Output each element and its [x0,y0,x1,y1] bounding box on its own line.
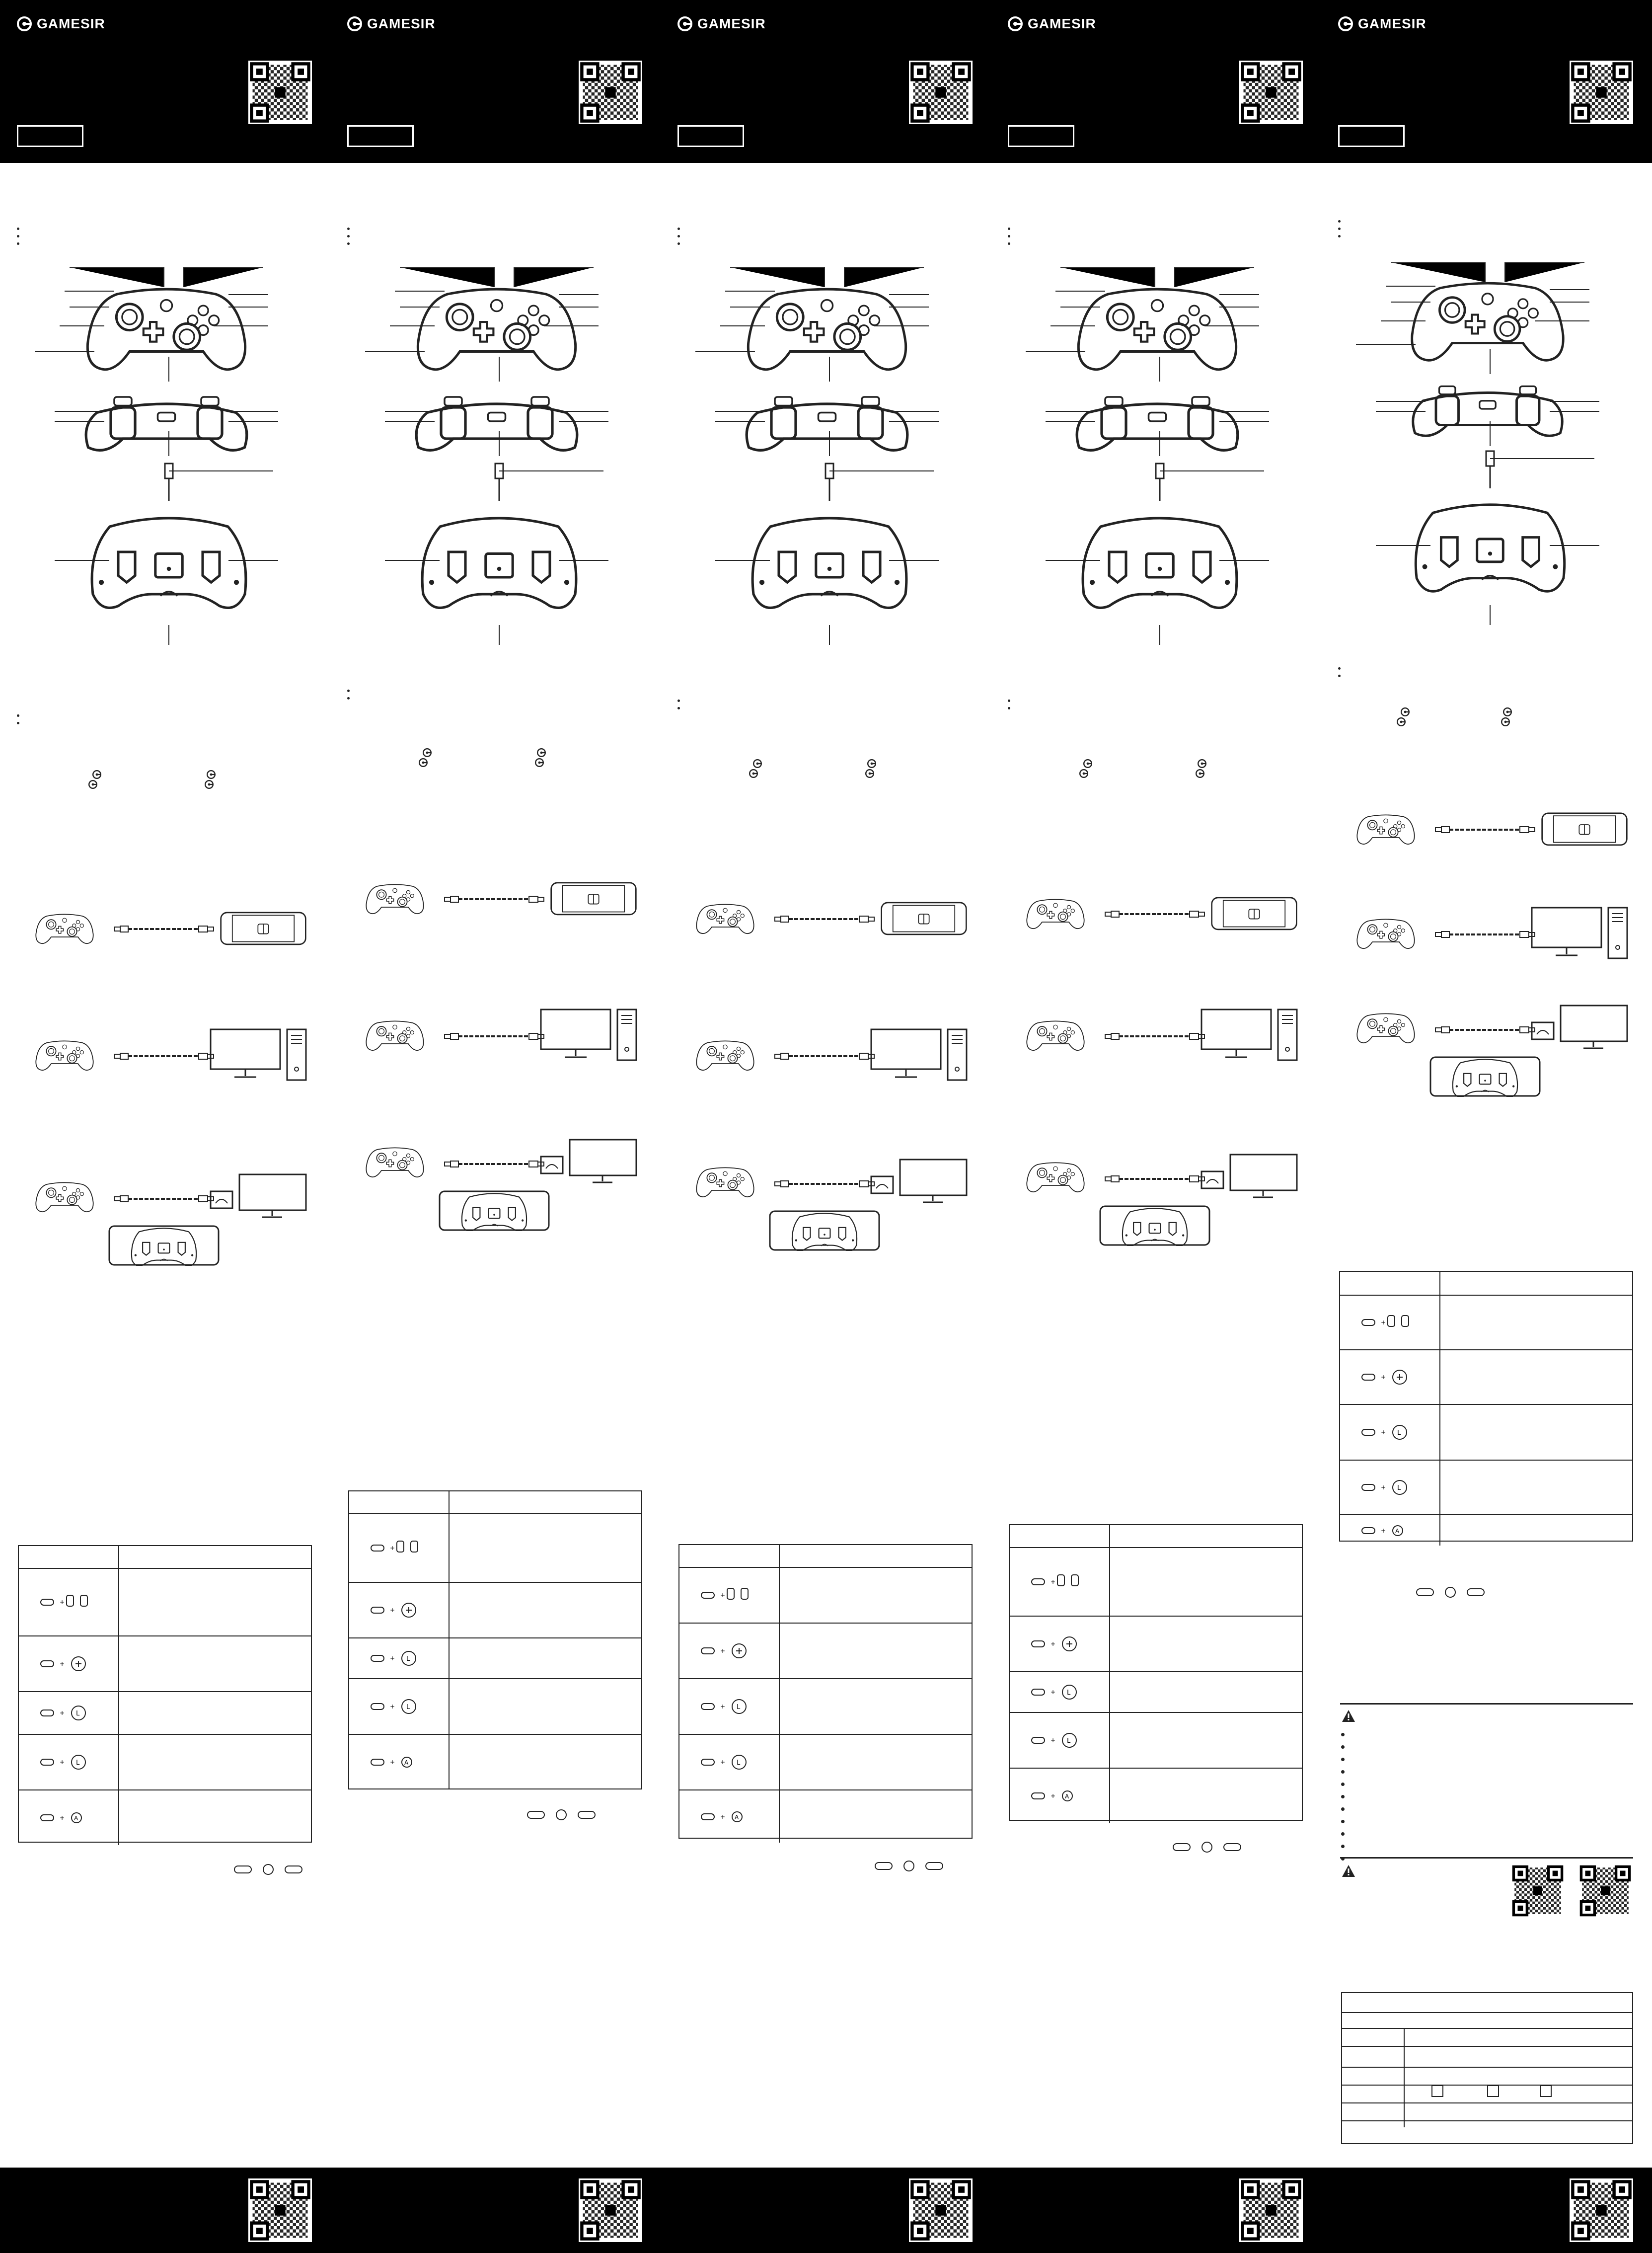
svg-text:L: L [1067,1737,1071,1745]
table-row [1010,1548,1302,1617]
m-sl-sr-combo-icon [369,1533,434,1563]
gamesir-logo-icon [749,769,758,778]
gamesir-logo-icon [1008,16,1023,31]
table-row [19,1790,311,1845]
svg-text:+: + [720,1813,726,1820]
section-bullets [1338,667,1342,682]
gamesir-logo-icon [677,16,692,31]
m-lstick-combo-icon [39,1698,103,1728]
gamesir-logo-icon [1198,759,1206,768]
panel-1 [0,163,330,2168]
svg-text:+: + [1051,1689,1056,1696]
svg-text:L: L [76,1759,80,1767]
gamesir-logo-icon [207,770,216,779]
section-bullets [347,228,351,250]
svg-text:+: + [60,1660,65,1667]
svg-text:A: A [1395,1527,1400,1535]
svg-text:L: L [1397,1484,1401,1492]
gamesir-logo-icon [753,759,762,768]
gamesir-logo-icon [1401,707,1410,716]
table-row [1010,1769,1302,1823]
switch-connection-diagram [695,893,974,943]
svg-text:A: A [1065,1793,1069,1800]
section-bullets [347,690,351,704]
panel-5-header [1321,0,1652,163]
qr-code-icon [909,2178,973,2242]
table-row [679,1568,972,1624]
svg-text:L: L [737,1704,741,1711]
tv-dock-connection-diagram [1356,1003,1634,1097]
table-row [1340,1461,1632,1515]
m-a-combo-icon [1360,1516,1425,1546]
svg-text:+: + [1051,1737,1056,1744]
qr-code-icon [1578,1864,1632,1918]
svg-text:A: A [74,1815,78,1822]
svg-text:A: A [404,1759,409,1766]
warning-triangle-icon [1341,1709,1356,1723]
table-row [349,1583,641,1638]
pc-connection-diagram [365,1008,643,1062]
m-dpad-combo-icon [369,1595,434,1625]
table-row [349,1679,641,1735]
svg-text:+: + [720,1703,726,1710]
m-sl-sr-combo-icon [1030,1567,1094,1597]
m-sl-sr-combo-icon [1360,1308,1425,1337]
back-start-combo-icon [526,1807,596,1822]
gamesir-logo: GAMESIR [677,16,766,32]
svg-text:+: + [60,1599,65,1606]
model-label-box [1338,125,1405,147]
shortcut-table [18,1545,312,1843]
table-row [1340,1350,1632,1405]
section-bullets [1008,699,1012,714]
section-bullets [17,714,21,729]
gamesir-logo: GAMESIR [1338,16,1427,32]
gamesir-logo-icon [92,770,101,779]
gamesir-logo: GAMESIR [1008,16,1096,32]
back-start-combo-icon [1416,1585,1485,1600]
svg-text:+: + [720,1647,726,1654]
svg-text:L: L [1067,1689,1071,1697]
svg-text:+: + [60,1709,65,1716]
gamesir-logo: GAMESIR [17,16,105,32]
qr-code-icon [579,2178,642,2242]
table-row [349,1514,641,1583]
controller-layout-diagram [350,267,643,764]
svg-text:+: + [1381,1429,1386,1436]
tv-dock-connection-diagram [365,1137,643,1231]
m-dpad-combo-icon [1360,1362,1425,1392]
svg-text:+: + [390,1759,395,1766]
pc-connection-diagram [1026,1008,1304,1062]
panel-3-header [661,0,991,163]
section-bullets [677,699,681,714]
section-bullets [1338,220,1342,242]
svg-text:+: + [390,1703,395,1710]
table-header [679,1545,972,1568]
qr-code-icon [248,2178,312,2242]
svg-text:L: L [737,1759,741,1767]
gamesir-logo-icon [1196,769,1204,778]
qr-code-icon [1570,2178,1633,2242]
switch-connection-diagram [35,903,313,953]
footer-bar [0,2168,1652,2253]
m-sl-sr-combo-icon [39,1587,103,1617]
m-dpad-combo-icon [699,1636,764,1666]
m-lstick-combo-icon [1030,1677,1094,1707]
warning-section-divider [1340,1857,1633,1859]
panel-4 [991,163,1321,2168]
warranty-card-form [1341,1992,1633,2144]
model-label-box [347,125,414,147]
svg-text:+: + [1051,1578,1056,1585]
tv-dock-connection-diagram [35,1171,313,1266]
gamesir-logo: GAMESIR [347,16,436,32]
table-header [349,1491,641,1514]
controller-layout-diagram [20,267,313,764]
gamesir-logo-icon [17,16,32,31]
gamesir-logo-icon [1083,759,1092,768]
m-lstick-combo-icon [369,1692,434,1721]
qr-code-icon [579,61,642,124]
gamesir-logo-icon [88,780,97,789]
warning-section-divider [1340,1703,1633,1705]
m-lstick-combo-icon [369,1643,434,1673]
section-bullets [677,228,681,250]
warranty-checkbox[interactable] [1487,2085,1499,2097]
svg-text:+: + [1051,1792,1056,1799]
shortcut-table [1009,1524,1303,1821]
gamesir-logo-icon [1397,717,1406,726]
m-a-combo-icon [1030,1781,1094,1811]
switch-connection-diagram [1356,804,1634,854]
m-a-combo-icon [369,1747,434,1777]
table-row [1010,1713,1302,1769]
m-lstick-combo-icon [699,1692,764,1721]
table-row [679,1790,972,1843]
table-row [1010,1672,1302,1713]
m-lstick-combo-icon [39,1747,103,1777]
table-header [1340,1272,1632,1296]
table-row [679,1735,972,1790]
shortcut-table [1339,1271,1633,1542]
svg-text:+: + [720,1592,726,1599]
svg-text:+: + [390,1545,395,1552]
m-sl-sr-combo-icon [699,1580,764,1610]
qr-code-icon [1511,1864,1565,1918]
back-start-combo-icon [1172,1840,1242,1855]
m-dpad-combo-icon [1030,1629,1094,1659]
table-header [19,1546,311,1569]
model-label-box [1008,125,1074,147]
gamesir-logo-icon [1338,16,1353,31]
svg-text:L: L [76,1710,80,1717]
gamesir-logo-icon [1079,769,1088,778]
tv-dock-connection-diagram [1026,1152,1304,1246]
pc-connection-diagram [35,1027,313,1082]
svg-text:+: + [1381,1484,1386,1491]
table-row [1340,1515,1632,1546]
table-row [349,1638,641,1679]
panel-4-header [991,0,1321,163]
back-start-combo-icon [233,1862,303,1877]
model-label-box [17,125,83,147]
svg-text:L: L [406,1655,410,1663]
shortcut-table [348,1490,642,1789]
m-lstick-combo-icon [699,1747,764,1777]
gamesir-logo-icon [347,16,362,31]
tv-dock-connection-diagram [695,1157,974,1251]
svg-text:+: + [60,1814,65,1821]
controller-layout-diagram [1341,262,1634,739]
table-row [679,1679,972,1735]
svg-text:+: + [1381,1374,1386,1381]
qr-code-icon [1239,61,1303,124]
svg-text:+: + [60,1759,65,1766]
m-a-combo-icon [39,1803,103,1833]
svg-text:A: A [735,1813,739,1821]
model-label-box [677,125,744,147]
gamesir-logo-icon [1503,707,1512,716]
pc-connection-diagram [1356,906,1634,960]
table-row [1340,1296,1632,1350]
gamesir-logo-icon [535,758,544,767]
panel-2-header [330,0,661,163]
warranty-checkbox[interactable] [1431,2085,1443,2097]
back-start-combo-icon [874,1859,944,1873]
m-lstick-combo-icon [1030,1725,1094,1755]
qr-code-icon [909,61,973,124]
gamesir-logo-icon [419,758,428,767]
table-row [349,1735,641,1789]
svg-text:+: + [390,1655,395,1662]
m-a-combo-icon [699,1802,764,1832]
m-lstick-combo-icon [1360,1473,1425,1502]
qr-code-icon [248,61,312,124]
warning-triangle-icon [1341,1864,1356,1878]
controller-layout-diagram [1011,267,1304,764]
switch-connection-diagram [365,873,643,923]
svg-text:+: + [1381,1319,1386,1326]
svg-text:+: + [390,1607,395,1614]
table-row [19,1692,311,1735]
warranty-checkbox[interactable] [1540,2085,1552,2097]
gamesir-logo-icon [205,780,214,789]
svg-text:L: L [1397,1429,1401,1437]
gamesir-logo-icon [865,769,874,778]
m-lstick-combo-icon [1360,1417,1425,1447]
table-row [19,1569,311,1636]
svg-text:+: + [1051,1640,1056,1647]
table-row [679,1624,972,1679]
section-bullets [1008,228,1012,250]
warning-bullet-list [1341,1733,1345,1869]
shortcut-table [678,1544,973,1839]
panel-3 [661,163,991,2168]
gamesir-logo-icon [423,748,432,757]
pc-connection-diagram [695,1027,974,1082]
controller-layout-diagram [680,267,974,764]
panel-2 [330,163,661,2168]
table-row [19,1735,311,1790]
panel-1-header [0,0,330,163]
gamesir-logo-icon [1501,717,1510,726]
svg-text:+: + [720,1759,726,1766]
switch-connection-diagram [1026,888,1304,938]
gamesir-logo-icon [537,748,546,757]
table-header [1010,1525,1302,1548]
table-row [1010,1617,1302,1672]
svg-text:+: + [1381,1527,1386,1534]
table-row [1340,1405,1632,1461]
table-row [19,1636,311,1692]
gamesir-logo-icon [867,759,876,768]
section-bullets [17,228,21,250]
m-dpad-combo-icon [39,1649,103,1679]
svg-text:L: L [406,1704,410,1711]
qr-code-icon [1239,2178,1303,2242]
qr-code-icon [1570,61,1633,124]
